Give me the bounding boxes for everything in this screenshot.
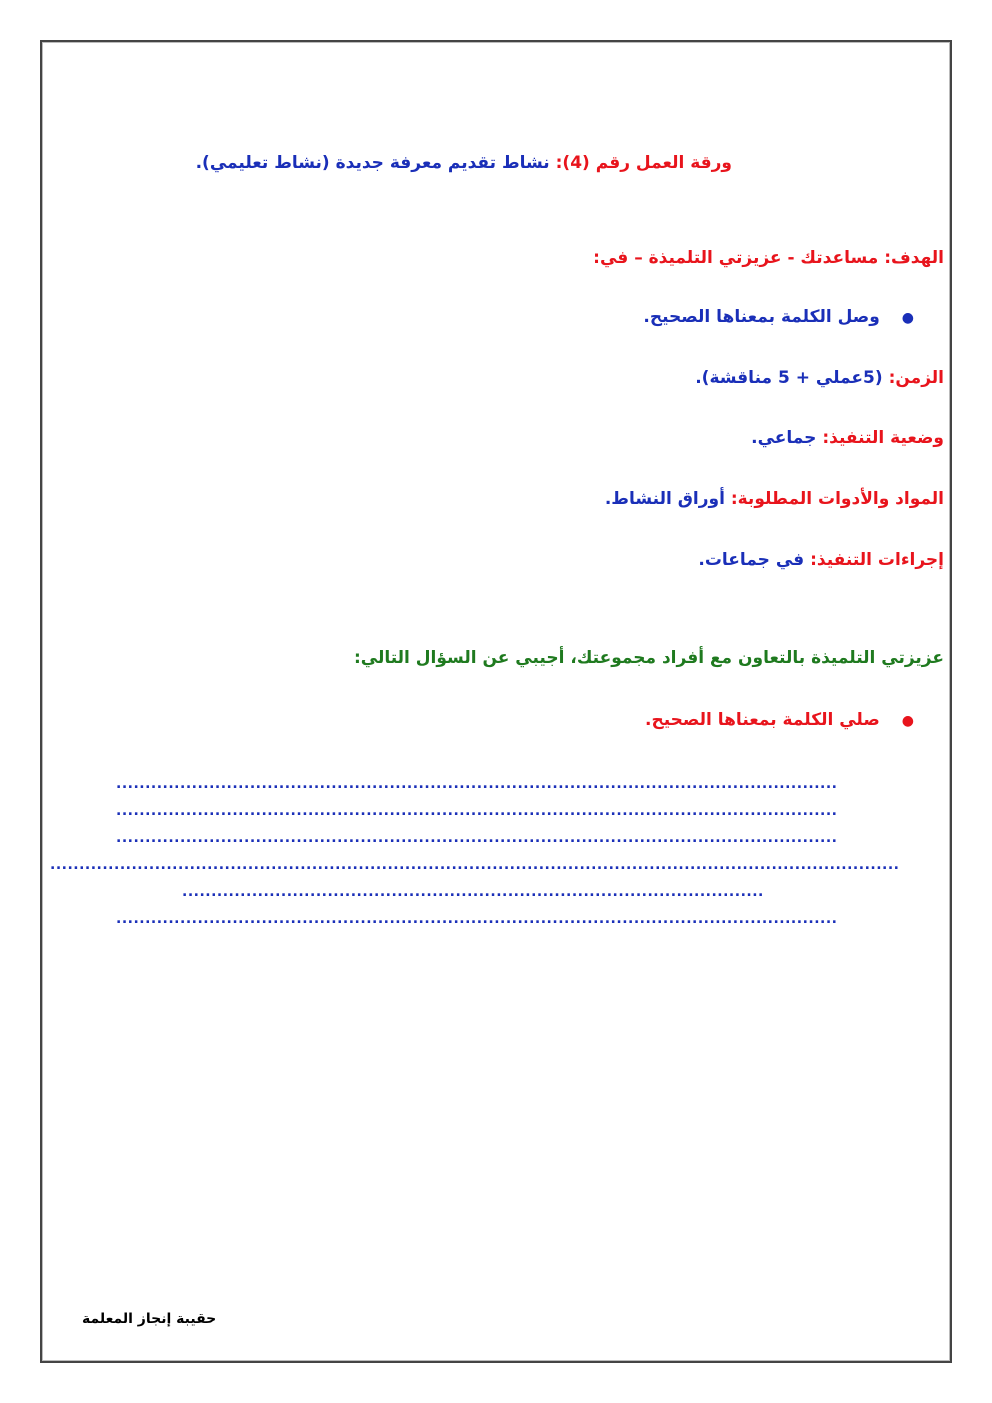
goal-bullet-item [643, 306, 914, 329]
answer-line: .................................................................................................................................................. [50, 857, 900, 873]
bullet-icon: ● [901, 713, 914, 729]
title-rest: نشاط تقديم معرفة جديدة (نشاط تعليمي). [195, 153, 550, 173]
answer-line: ............................................................................................................................ [116, 911, 838, 927]
materials-row [605, 488, 944, 510]
footer-text: حقيبة إنجاز المعلمة [82, 1311, 217, 1327]
title-number: (4): [555, 153, 590, 173]
task-instruction: عزيزتي التلميذة بالتعاون مع أفراد مجموعتك، أجيبي عن السؤال التالي: [353, 648, 944, 668]
time-value: (5عملي + 5 مناقشة). [695, 368, 883, 388]
bullet-icon: ● [901, 310, 914, 326]
mode-row [751, 427, 944, 449]
procedures-value: في جماعات. [698, 550, 805, 570]
goal-label: الهدف: مساعدتك - عزيزتي التلميذة – في: [593, 248, 944, 268]
time-label: الزمن: [888, 368, 944, 388]
procedures-label: إجراءات التنفيذ: [810, 550, 944, 570]
page-border [40, 40, 952, 1363]
task-bullet-text: صلي الكلمة بمعناها الصحيح. [644, 710, 880, 730]
procedures-row [698, 549, 944, 571]
materials-label: المواد والأدوات المطلوبة: [730, 489, 944, 509]
task-bullet-item [645, 709, 914, 732]
goal-bullet-text: وصل الكلمة بمعناها الصحيح. [643, 307, 880, 327]
time-row [695, 367, 944, 389]
mode-value: جماعي. [751, 428, 817, 448]
answer-line: ............................................................................................................................ [116, 776, 838, 792]
answer-line: ............................................................................................................................ [116, 803, 838, 819]
title-prefix: ورقة العمل رقم [595, 153, 732, 173]
materials-value: أوراق النشاط. [604, 489, 725, 509]
answer-line: .................................................................................................... [182, 884, 764, 900]
mode-label: وضعية التنفيذ: [822, 428, 944, 448]
worksheet-title [196, 152, 732, 174]
answer-line: ............................................................................................................................ [116, 830, 838, 846]
